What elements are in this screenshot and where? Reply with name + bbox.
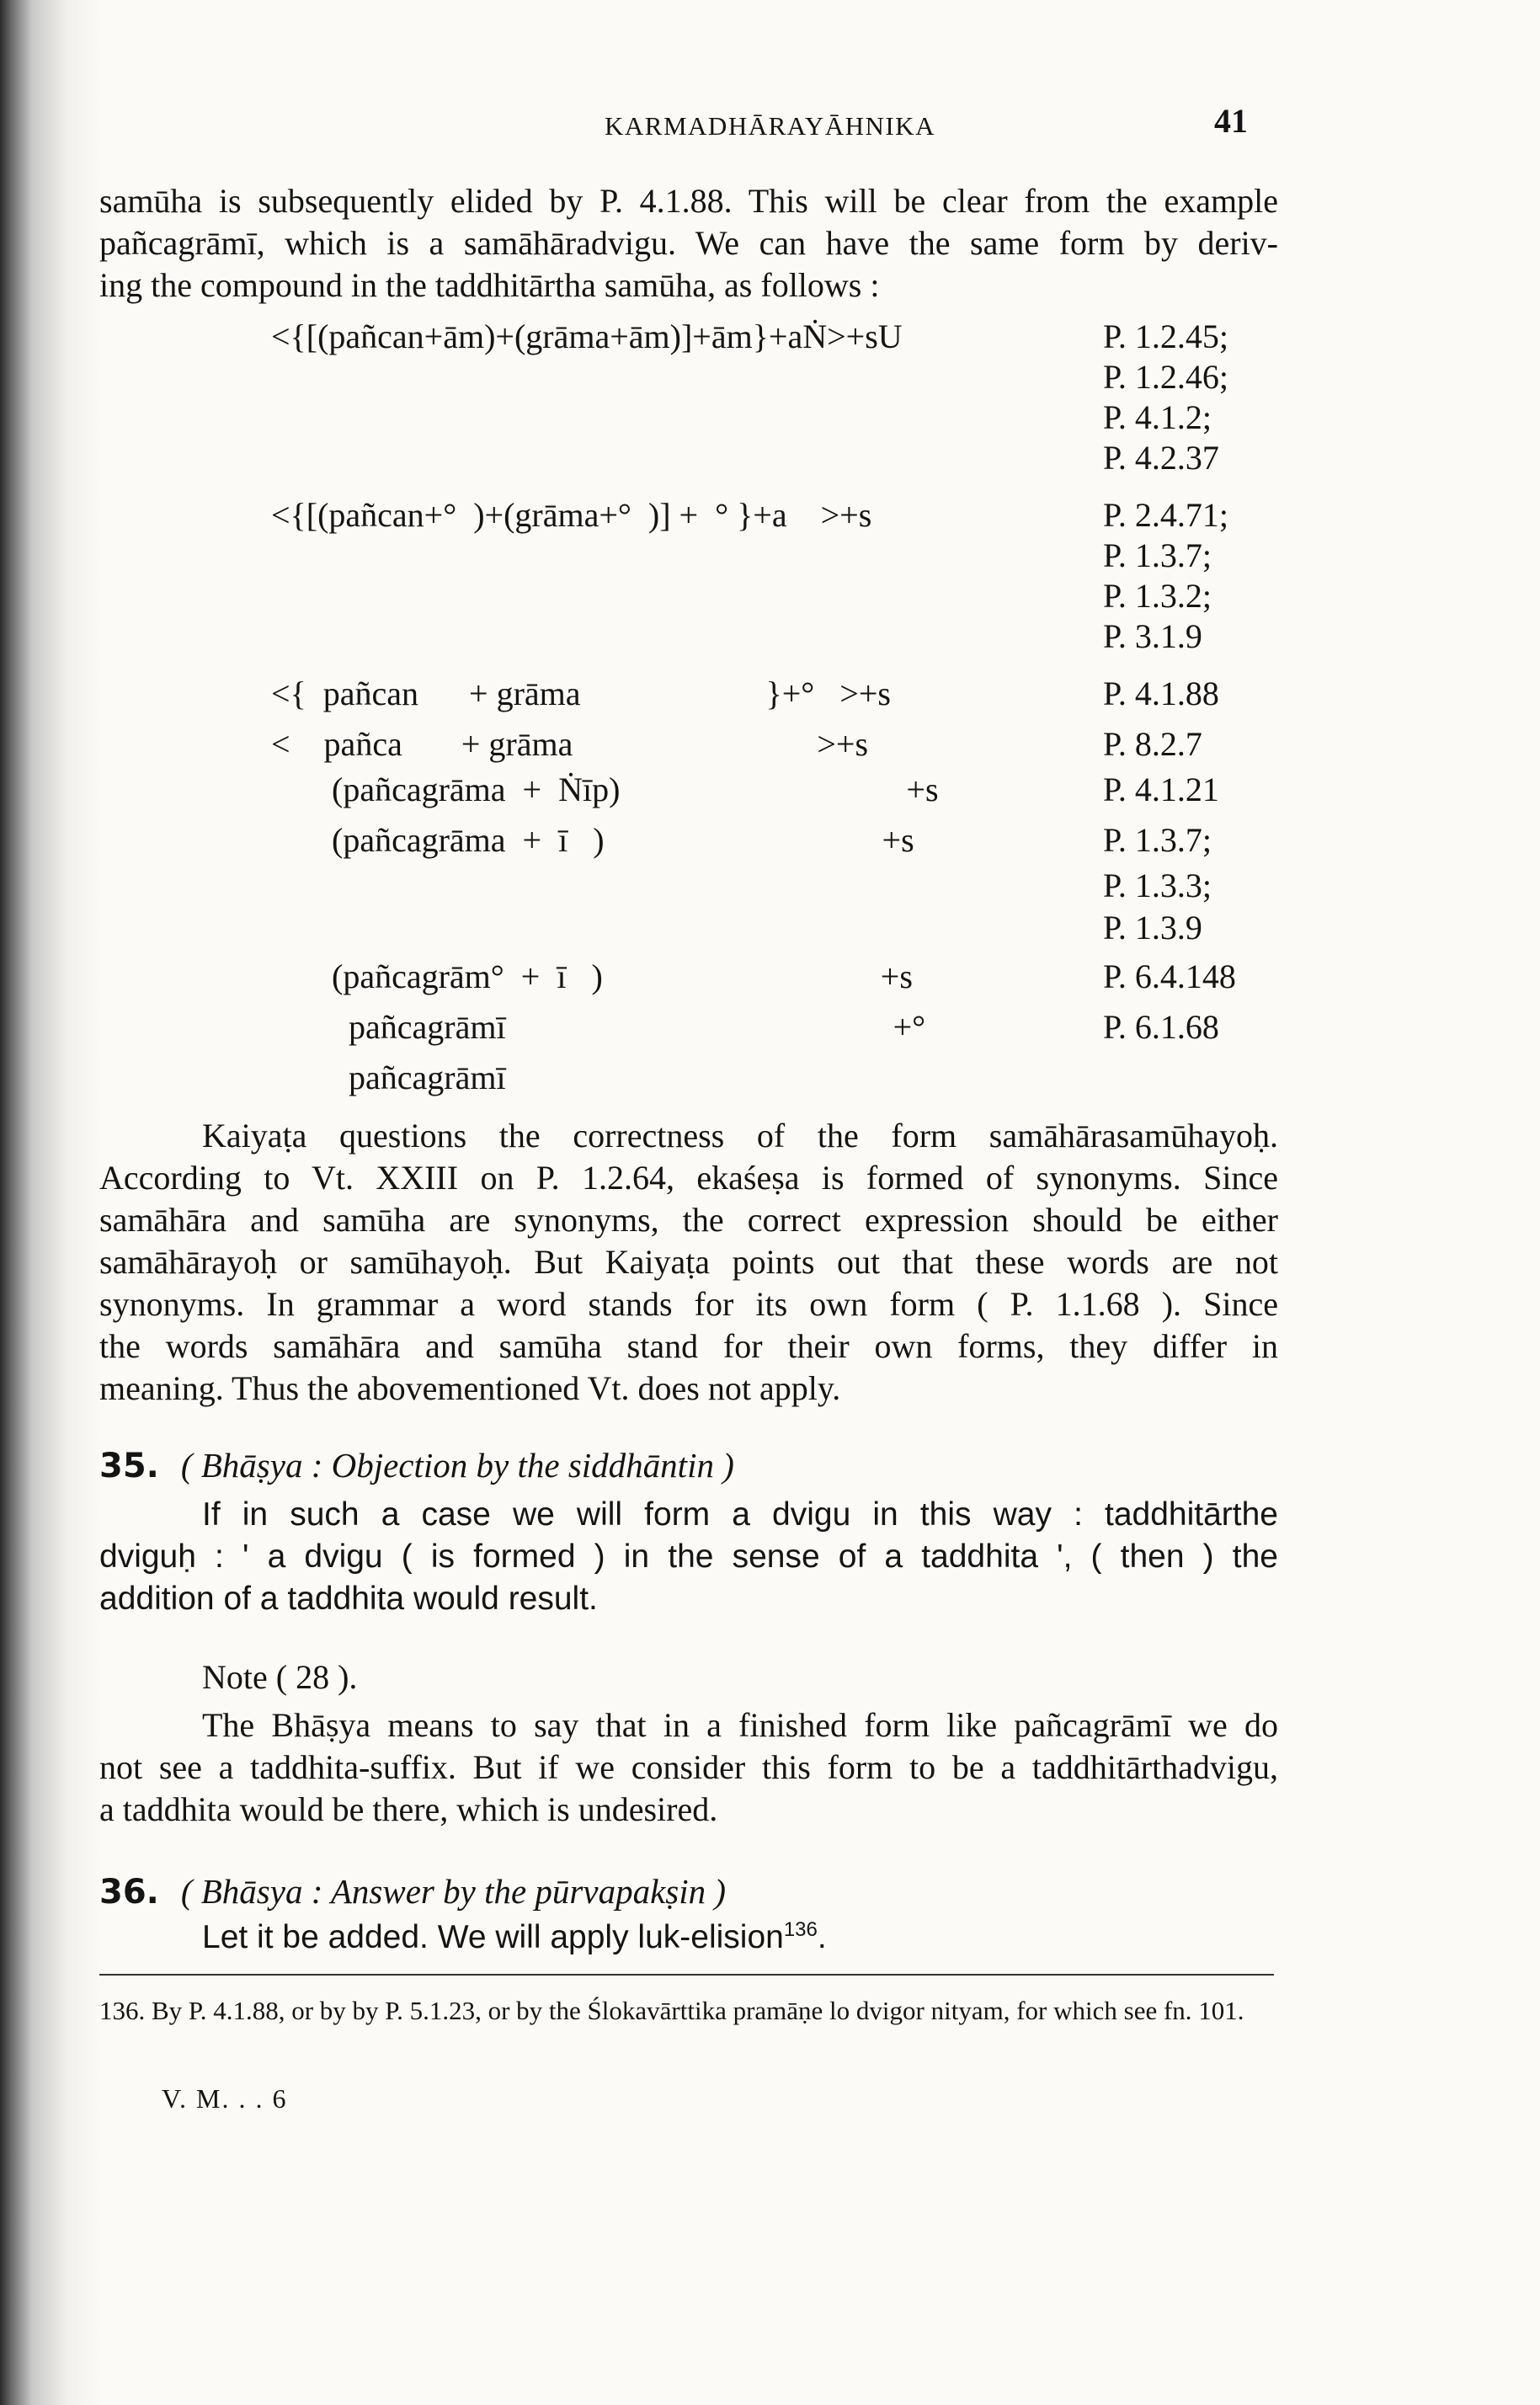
rule-ref: P. 8.2.7 bbox=[1103, 725, 1202, 763]
rule-ref: P. 1.3.9 bbox=[1103, 909, 1202, 947]
text-line: samāhāra and samūha are synonyms, the correct expression should be either bbox=[99, 1201, 1278, 1239]
signature-mark: V. M. . . 6 bbox=[162, 2083, 288, 2114]
section-36-heading bbox=[99, 1871, 726, 1912]
text-line: samūha is subsequently elided by P. 4.1.88. This will be clear from the example bbox=[99, 182, 1278, 220]
rule-ref: P. 4.1.21 bbox=[1103, 771, 1219, 808]
rule-ref: P. 1.3.2; bbox=[1103, 577, 1212, 615]
section-36-body bbox=[202, 1918, 827, 1956]
rule-ref: P. 6.4.148 bbox=[1103, 957, 1236, 995]
text-line: ing the compound in the taddhitārtha samūha, as follows : bbox=[99, 266, 880, 304]
paragraph-intro bbox=[99, 180, 1278, 307]
section-number: 36. bbox=[99, 1873, 159, 1912]
derivation-step-8: pañcagrāmī +° bbox=[349, 1008, 926, 1046]
text-line: According to Vt. XXIII on P. 1.2.64, ekaśeṣa is formed of synonyms. Since bbox=[99, 1159, 1278, 1197]
text-line: dviguḥ : ' a dvigu ( is formed ) in the sense of a taddhita ', ( then ) the bbox=[99, 1538, 1278, 1575]
derivation-step-7: (pañcagrām° + ī ) +s bbox=[332, 957, 913, 995]
text-line: not see a taddhita-suffix. But if we consider this form to be a taddhitārthadvigu, bbox=[99, 1748, 1278, 1786]
footnote-line: 136. By P. 4.1.88, or by by P. 5.1.23, or by the Ślokavārttika pramāṇe lo dvigor bbox=[99, 1996, 925, 2025]
rule-ref: P. 1.3.3; bbox=[1103, 867, 1212, 904]
text-line: pañcagrāmī, which is a samāhāradvigu. We can have the same form by deriv- bbox=[99, 224, 1278, 262]
page-number: 41 bbox=[1214, 102, 1248, 140]
rule-ref: P. 3.1.9 bbox=[1103, 617, 1202, 655]
text-line: addition of a taddhita would result. bbox=[99, 1581, 598, 1617]
derivation-step-5: (pañcagrāma + Ṅīp) +s bbox=[332, 771, 939, 808]
rule-ref: P. 4.1.88 bbox=[1103, 675, 1219, 712]
running-title: KARMADHĀRAYĀHNIKA bbox=[605, 111, 935, 141]
text-line: meaning. Thus the abovementioned Vt. does not apply. bbox=[99, 1369, 841, 1407]
derivation-step-1: <{[(pañcan+ām)+(grāma+ām)]+ām}+aṄ>+sU bbox=[271, 317, 903, 355]
section-title: ( Bhāṣya : Objection by the siddhāntin ) bbox=[180, 1446, 734, 1485]
section-title: ( Bhāsya : Answer by the pūrvapakṣin ) bbox=[180, 1872, 727, 1911]
text-line: Kaiyaṭa questions the correctness of the form samāhārasamūhayoḥ. bbox=[202, 1117, 1278, 1155]
rule-ref: P. 4.1.2; bbox=[1103, 398, 1212, 436]
rule-ref: P. 1.2.46; bbox=[1103, 358, 1228, 396]
page-edge-shadow bbox=[0, 0, 101, 2405]
text-line: samāhārayoḥ or samūhayoḥ. But Kaiyaṭa points out that these words are not bbox=[99, 1243, 1278, 1281]
text-line: If in such a case we will form a dvigu in this way : taddhitārthe bbox=[202, 1496, 1278, 1533]
text-line: a taddhita would be there, which is undesired. bbox=[99, 1790, 718, 1828]
section-35-body bbox=[99, 1494, 1278, 1620]
rule-ref: P. 2.4.71; bbox=[1103, 496, 1228, 534]
derivation-step-2: <{[(pañcan+° )+(grāma+° )] + ° }+a >+s bbox=[271, 496, 872, 534]
derivation-result: pañcagrāmī bbox=[349, 1059, 506, 1096]
sentence-end: . bbox=[817, 1919, 827, 1955]
derivation-step-3: <{ pañcan + grāma }+° >+s bbox=[271, 675, 891, 712]
text-line: the words samāhāra and samūha stand for their own forms, they differ in bbox=[99, 1327, 1278, 1365]
footnote-136 bbox=[99, 1991, 1278, 2031]
rule-ref: P. 1.3.7; bbox=[1103, 821, 1212, 859]
footnote-rule bbox=[99, 1974, 1274, 1976]
rule-ref: P. 4.2.37 bbox=[1103, 439, 1219, 477]
rule-ref: P. 6.1.68 bbox=[1103, 1008, 1219, 1046]
paragraph-kaiyata bbox=[99, 1115, 1278, 1410]
text-line: The Bhāṣya means to say that in a finished form like pañcagrāmī we do bbox=[202, 1706, 1278, 1744]
rule-ref: P. 1.2.45; bbox=[1103, 317, 1228, 355]
derivation-step-4: < pañca + grāma >+s bbox=[271, 725, 869, 763]
footnote-marker: 136 bbox=[783, 1918, 818, 1941]
note-body bbox=[99, 1704, 1278, 1831]
footnote-line: nityam, for which see fn. 101. bbox=[930, 1996, 1244, 2025]
derivation-step-6: (pañcagrāma + ī ) +s bbox=[332, 821, 914, 859]
rule-ref: P. 1.3.7; bbox=[1103, 536, 1212, 574]
text-line: synonyms. In grammar a word stands for its own form ( P. 1.1.68 ). Since bbox=[99, 1285, 1278, 1323]
text-line: Let it be added. We will apply luk-elision bbox=[202, 1919, 784, 1955]
section-number: 35. bbox=[99, 1447, 159, 1485]
section-35-heading bbox=[99, 1445, 734, 1485]
note-label: Note ( 28 ). bbox=[202, 1658, 358, 1696]
